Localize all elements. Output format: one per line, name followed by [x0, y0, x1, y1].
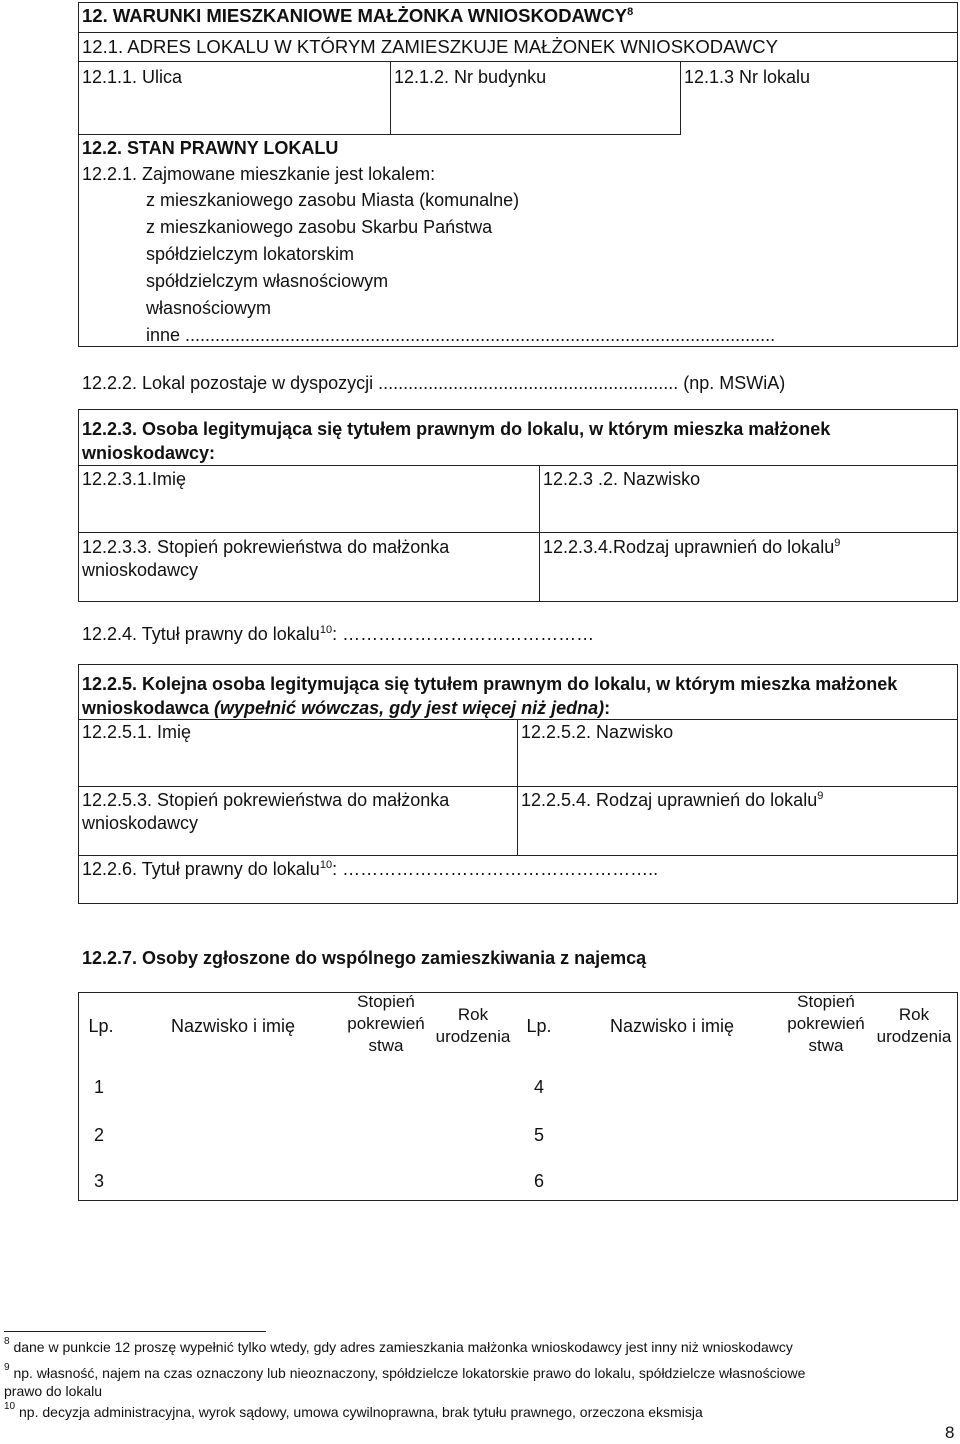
section-12-2-3-title-cont: wnioskodawcy: [82, 443, 216, 463]
row-number: 1 [94, 1077, 105, 1097]
rule [78, 61, 958, 62]
rule [78, 786, 958, 787]
kinship-field-2[interactable]: 12.2.5.3. Stopień pokrewieństwa do małżonka [82, 790, 450, 810]
rule [78, 1200, 958, 1201]
rule [680, 61, 681, 134]
right-type-field-2[interactable]: 12.2.5.4. Rodzaj uprawnień do lokalu$^9$ [521, 790, 824, 810]
question-12-2-1: 12.2.1. Zajmowane mieszkanie jest lokalem: [82, 164, 436, 184]
col-header-lp: Lp. [88, 1016, 114, 1036]
rule [78, 601, 958, 602]
footnote-10: $^{10}$ np. decyzja administracyjna, wyrok sądowy, umowa cywilnoprawna, brak tytułu prawnego, orzeczona eksmisja [4, 1401, 703, 1420]
rule [78, 32, 958, 33]
col-header-name: Nazwisko i imię [170, 1016, 296, 1036]
rule [390, 61, 391, 134]
question-12-2-2[interactable]: 12.2.2. Lokal pozostaje w dyspozycji ............................................................ (np. MSWiA) [82, 373, 786, 393]
option-state-treasury[interactable]: z mieszkaniowego zasobu Skarbu Państwa [146, 217, 493, 237]
section-12-1-title: 12.1. ADRES LOKALU W KTÓRYM ZAMIESZKUJE MAŁŻONEK WNIOSKODAWCY [82, 36, 778, 57]
rule [78, 2, 958, 3]
rule [517, 719, 518, 855]
col-header-kinship: Stopień pokrewień stwa [347, 992, 425, 1055]
rule [78, 134, 681, 135]
col-header-kinship-2: Stopień pokrewień stwa [787, 992, 865, 1055]
section-12-title: 12. WARUNKI MIESZKANIOWE MAŁŻONKA WNIOSKODAWCY$^8$ [82, 5, 634, 26]
rule [78, 664, 79, 904]
street-field[interactable]: 12.1.1. Ulica [82, 67, 183, 87]
option-other[interactable]: inne ...................................................................................................................... [146, 325, 776, 345]
rule [78, 719, 958, 720]
section-12-2-3-title: 12.2.3. Osoba legitymująca się tytułem prawnym do lokalu, w którym mieszka małżonek [82, 419, 831, 439]
first-name-field[interactable]: 12.2.3.1.Imię [82, 469, 187, 489]
rule [78, 409, 79, 601]
surname-field[interactable]: 12.2.3 .2. Nazwisko [543, 469, 701, 489]
option-cooperative-ownership[interactable]: spółdzielczym własnościowym [146, 271, 389, 291]
section-12-2-5-title-cont: wnioskodawca (wypełnić wówczas, gdy jest więcej niż jedna): [82, 698, 611, 718]
legal-title-field-2[interactable]: 12.2.6. Tytuł prawny do lokalu$^{10}$: …………………………………………….. [82, 859, 659, 879]
footnote-8: $^8$ dane w punkcie 12 proszę wypełnić tylko wtedy, gdy adres zamieszkania małżonka wnioskodawcy jest inny niż wnioskodawcy [4, 1336, 793, 1355]
col-header-year-2: Rok urodzenia [876, 1005, 952, 1046]
row-number: 6 [534, 1171, 545, 1191]
section-12-2-title: 12.2. STAN PRAWNY LOKALU [82, 138, 339, 158]
page-number: 8 [945, 1423, 955, 1442]
rule [78, 855, 958, 856]
rule [957, 2, 958, 346]
col-header-year: Rok urodzenia [435, 1005, 511, 1046]
rule [957, 664, 958, 904]
row-number: 5 [534, 1125, 545, 1145]
row-number: 2 [94, 1125, 105, 1145]
kinship-field-2-cont: wnioskodawcy [82, 813, 199, 833]
option-municipal[interactable]: z mieszkaniowego zasobu Miasta (komunalne) [146, 190, 520, 210]
rule [78, 465, 958, 466]
rule [78, 409, 958, 410]
col-header-name-2: Nazwisko i imię [609, 1016, 735, 1036]
right-type-field[interactable]: 12.2.3.4.Rodzaj uprawnień do lokalu$^9$ [543, 537, 841, 557]
footnote-rule [4, 1331, 266, 1332]
rule [78, 903, 958, 904]
kinship-field[interactable]: 12.2.3.3. Stopień pokrewieństwa do małżonka [82, 537, 450, 557]
rule [78, 2, 79, 346]
rule [957, 409, 958, 601]
rule [78, 664, 958, 665]
rule [539, 465, 540, 601]
section-12-2-7-title: 12.2.7. Osoby zgłoszone do wspólnego zamieszkiwania z najemcą [82, 948, 647, 968]
kinship-field-cont: wnioskodawcy [82, 560, 199, 580]
legal-title-field[interactable]: 12.2.4. Tytuł prawny do lokalu$^{10}$: …………………………………… [82, 624, 595, 644]
footnote-9-cont: prawo do lokalu [4, 1383, 103, 1399]
col-header-lp-2: Lp. [526, 1016, 552, 1036]
flat-number-field[interactable]: 12.1.3 Nr lokalu [684, 67, 811, 87]
footnote-9: $^9$ np. własność, najem na czas oznaczony lub nieoznaczony, spółdzielcze lokatorskie prawo do lokalu, spółdzielcze własnościowe [4, 1362, 806, 1381]
rule [78, 346, 958, 347]
row-number: 3 [94, 1171, 105, 1191]
rule [78, 532, 958, 533]
surname-field-2[interactable]: 12.2.5.2. Nazwisko [521, 722, 674, 742]
option-ownership[interactable]: własnościowym [146, 298, 272, 318]
first-name-field-2[interactable]: 12.2.5.1. Imię [82, 722, 192, 742]
row-number: 4 [534, 1077, 545, 1097]
option-cooperative-tenant[interactable]: spółdzielczym lokatorskim [146, 244, 355, 264]
building-number-field[interactable]: 12.1.2. Nr budynku [394, 67, 547, 87]
section-12-2-5-title: 12.2.5. Kolejna osoba legitymująca się tytułem prawnym do lokalu, w którym mieszka małżonek [82, 674, 898, 694]
